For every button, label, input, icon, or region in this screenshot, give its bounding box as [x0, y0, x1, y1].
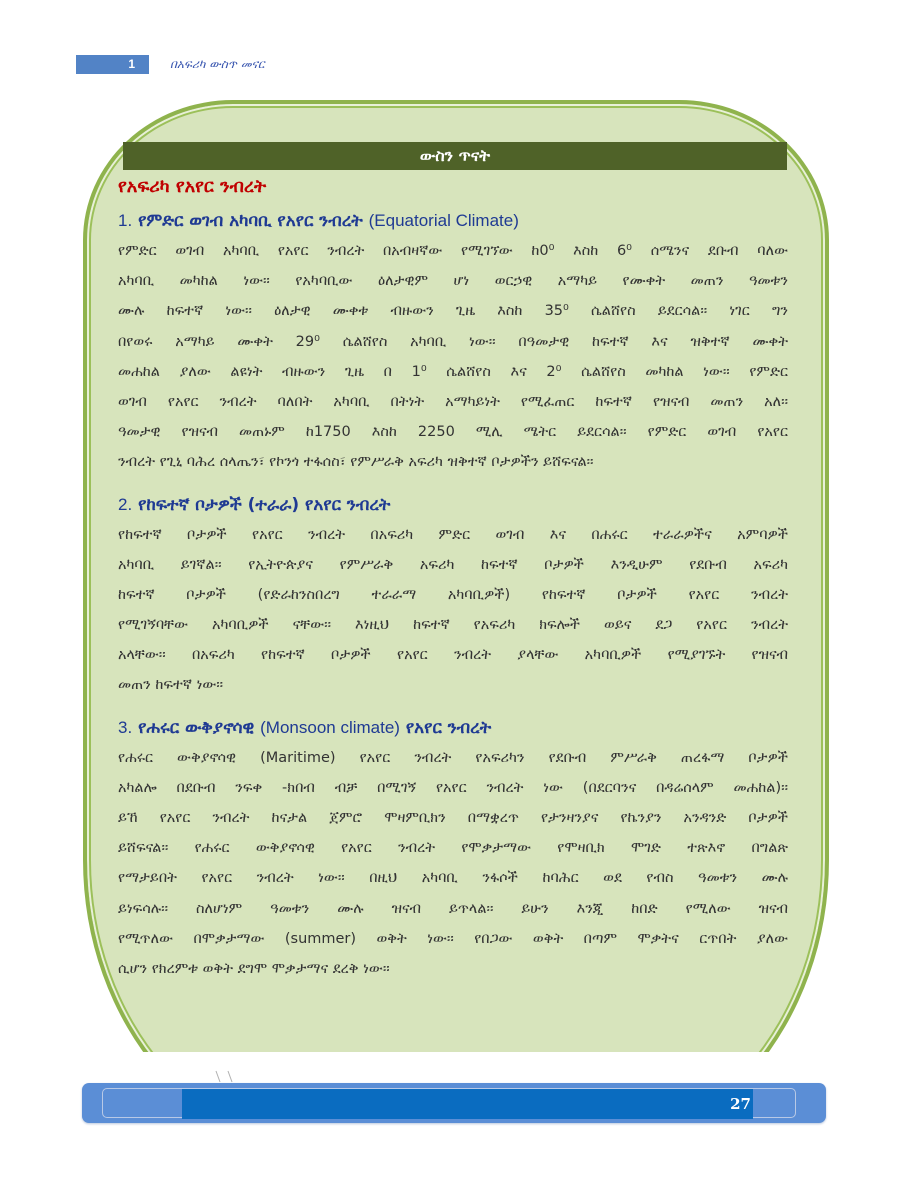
- paragraph-line: የሐሩር ውቅያኖሳዊ (Maritime) የአየር ንብረት የአፍሪካን የደቡብ ምሥራቅ ጠረፋማ ቦታዎች: [118, 749, 788, 766]
- section-heading-2: [118, 492, 788, 518]
- paragraph-line: አካባቢ መካከል ነው፡፡ የአካባቢው ዕለታዊም ሆነ ወርኃዊ አማካይ የሙቀት መጠን ዓመቱን: [118, 273, 788, 290]
- footer-fill-bar: [182, 1089, 753, 1119]
- paragraph-line: መሐከል ያለው ልዩነት ብዙውን ጊዜ በ 1⁰ ሴልሸየስ እና 2⁰ ሴልሸየስ መካከል ነው፡፡ የምድር: [118, 363, 788, 380]
- paragraph-line: አላቸው፡፡ በአፍሪካ የከፍተኛ ቦታዎች የአየር ንብረት ያላቸው አካባቢዎች የሚያገኙት የዝናብ: [118, 647, 788, 664]
- paragraph-line: ከፍተኛ ቦታዎች (የድራከንስበረግ ተራራማ አካባቢዎች) የከፍተኛ ቦታዎች የአየር ንብረት: [118, 586, 788, 603]
- section-number: 2.: [118, 494, 133, 514]
- paragraph-line: ይሸፍናል፡፡ የሐሩር ውቅያኖሳዊ የአየር ንብረት የሞቃታማው የሞዛቢክ ሞገድ ተጽእኖ በግልጽ: [118, 840, 788, 857]
- section-heading-english: (Equatorial Climate): [368, 211, 519, 230]
- paragraph-line: ይነፍሳሉ፡፡ ስለሆነም ዓመቱን ሙሉ ዝናብ ይጥላል፡፡ ይሁን እንጂ ከበድ የሚለው ዝናብ: [118, 900, 788, 917]
- paragraph-line: ሲሆን የክረምቱ ወቅት ደግሞ ሞቃታማና ደረቅ ነው፡፡: [118, 960, 390, 977]
- section-heading-3: [118, 715, 788, 741]
- paragraph-line: የከፍተኛ ቦታዎች የአየር ንብረት በአፍሪካ ምድር ወገብ እና በሐሩር ተራራዎችና አምባዎች: [118, 526, 788, 543]
- section-heading-amharic: የምድር ወገብ አካባቢ የአየር ንብረት: [138, 211, 363, 231]
- paragraph-line: ንብረት የጊኒ ባሕረ ሰላጤን፣ የኮንጎ ተፋሰስ፣ የምሥራቅ አፍሪካ ዝቅተኛ ቦታዎችን ይሸፍናል፡፡: [118, 454, 594, 471]
- paragraph-line: ይኸ የአየር ንብረት ከናታል ጀምሮ ሞዛምቢክን በማቋረጥ የታንዛንያና የኬንያን አንዳንድ ቦታዎች: [118, 810, 788, 826]
- paragraph-line: አካልሎ በደቡብ ንፍቀ -ክበብ ብቻ በሚገኝ የአየር ንብረት ነው (በደርባንና በዳሬሰላም መሐከል)፡፡: [118, 779, 788, 796]
- paragraph-line: ወገብ የአየር ንብረት ባለበት አካባቢ በትነት አማካይነት የሚፈጠር ከፍተኛ የዝናብ መጠን አለ፡፡: [118, 393, 788, 410]
- paragraph-line: የማታይበት የአየር ንብረት ነው፡፡ በዚህ አካባቢ ንፋሶች ከባሕር ወደ የብስ ዓመቱን ሙሉ: [118, 870, 788, 887]
- panel-bottom-mask: [0, 1052, 900, 1202]
- paragraph-line: በየወሩ አማካይ ሙቀት 29⁰ ሴልሸየስ አካባቢ ነው፡፡ በዓመታዊ ከፍተኛ እና ዝቅተኛ ሙቀት: [118, 333, 788, 350]
- section-heading-amharic: የሐሩር ውቅያኖሳዊ: [138, 717, 255, 738]
- section-heading-amharic-suffix: የአየር ንብረት: [405, 717, 492, 738]
- paragraph-line: የሚጥለው በሞቃታማው (summer) ወቅት ነው፡፡ የበጋው ወቅት በጣም ሞቃትና ርጥበት ያለው: [118, 930, 788, 947]
- section-heading-1: [118, 208, 788, 234]
- section-3-paragraph: [118, 743, 788, 985]
- section-1-paragraph: [118, 236, 788, 478]
- section-heading-english: (Monsoon climate): [260, 717, 400, 737]
- paragraph-line: የሚገኝባቸው አካባቢዎች ናቸው፡፡ እነዚህ ከፍተኛ የአፍሪካ ክፍሎች ወይና ደጋ የአየር ንብረት: [118, 617, 788, 634]
- section-number: 3.: [118, 717, 133, 737]
- paragraph-line: አካባቢ ይገኛል፡፡ የኢትዮጵያና የምሥራቅ አፍሪካ ከፍተኛ ቦታዎች እንዲሁም የደቡብ አፍሪካ: [118, 556, 788, 573]
- decorative-marks-icon: [214, 1070, 244, 1084]
- content-area: [118, 172, 788, 984]
- chapter-title: በአፍሪካ ውስጥ መናር: [170, 57, 265, 71]
- section-heading-amharic: የከፍተኛ ቦታዎች (ተራራ) የአየር ንብረት: [138, 494, 391, 515]
- chapter-number-tab: [76, 55, 149, 74]
- page-title: የአፍሪካ የአየር ንብረት: [118, 176, 267, 197]
- paragraph-line: የምድር ወገብ አካባቢ የአየር ንብረት በአብዛኛው የሚገኘው ከ0⁰ እስከ 6⁰ ሰሜንና ደቡብ ባለው: [118, 243, 788, 259]
- paragraph-line: መጠን ከፍተኛ ነው፡፡: [118, 677, 224, 694]
- section-number: 1.: [118, 211, 133, 230]
- paragraph-line: ሙሉ ከፍተኛ ነው፡፡ ዕለታዊ ሙቀቱ ብዙውን ጊዜ እስከ 35⁰ ሴልሸየስ ይደርሳል፡፡ ነገር ግን: [118, 303, 788, 320]
- page-footer: [82, 1083, 826, 1123]
- case-study-banner: ውስን ጥናት: [123, 142, 787, 170]
- chapter-number: 1: [128, 57, 135, 71]
- page-number: 27: [730, 1095, 751, 1113]
- section-2-paragraph: [118, 520, 788, 701]
- paragraph-line: ዓመታዊ የዝናብ መጠኑም ከ1750 እስከ 2250 ሚሊ ሜትር ይደርሳል፡፡ የምድር ወገብ የአየር: [118, 424, 788, 441]
